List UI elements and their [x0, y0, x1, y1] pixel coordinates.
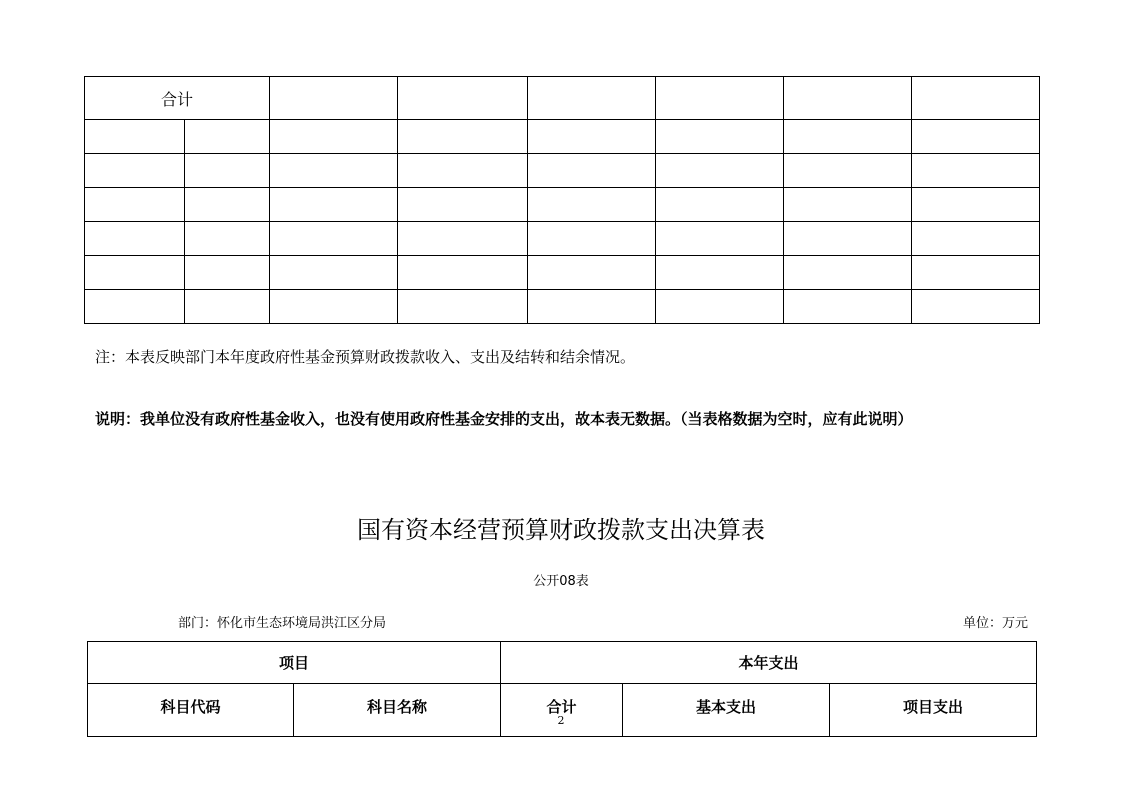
department-label: 部门：怀化市生态环境局洪江区分局 — [178, 616, 387, 631]
table-cell — [784, 77, 912, 120]
page-number: 2 — [557, 714, 565, 727]
table-cell — [528, 77, 656, 120]
total-label: 合计 — [85, 77, 270, 120]
table-row — [85, 256, 1040, 290]
expenditure-table-clip — [87, 641, 1036, 716]
table-cell — [398, 77, 528, 120]
col-subject-name: 科目名称 — [294, 684, 501, 737]
table-note: 注：本表反映部门本年度政府性基金预算财政拨款收入、支出及结转和结余情况。 — [95, 348, 636, 366]
col-project: 项目支出 — [830, 684, 1037, 737]
col-subject-code: 科目代码 — [88, 684, 294, 737]
col-total: 合计 — [501, 684, 623, 737]
col-basic: 基本支出 — [623, 684, 830, 737]
explanation-text: 说明：我单位没有政府性基金收入，也没有使用政府性基金安排的支出，故本表无数据。（当表格数据为空时，应有此说明） — [95, 410, 913, 428]
unit-label: 单位：万元 — [962, 616, 1028, 631]
table-row — [85, 222, 1040, 256]
table-row — [85, 188, 1040, 222]
header-project: 项目 — [88, 642, 501, 684]
header-row — [88, 642, 1037, 684]
header-current-year: 本年支出 — [501, 642, 1037, 684]
table-cell — [270, 77, 398, 120]
fund-balance-table — [84, 76, 1040, 324]
table-row — [85, 290, 1040, 324]
table-cell — [912, 77, 1040, 120]
table-row — [85, 154, 1040, 188]
subheader-row — [88, 684, 1037, 737]
section-title: 国有资本经营预算财政拨款支出决算表 — [357, 516, 765, 544]
table-cell — [656, 77, 784, 120]
form-number: 公开08表 — [533, 574, 589, 589]
table-row — [85, 120, 1040, 154]
total-row — [85, 77, 1040, 120]
